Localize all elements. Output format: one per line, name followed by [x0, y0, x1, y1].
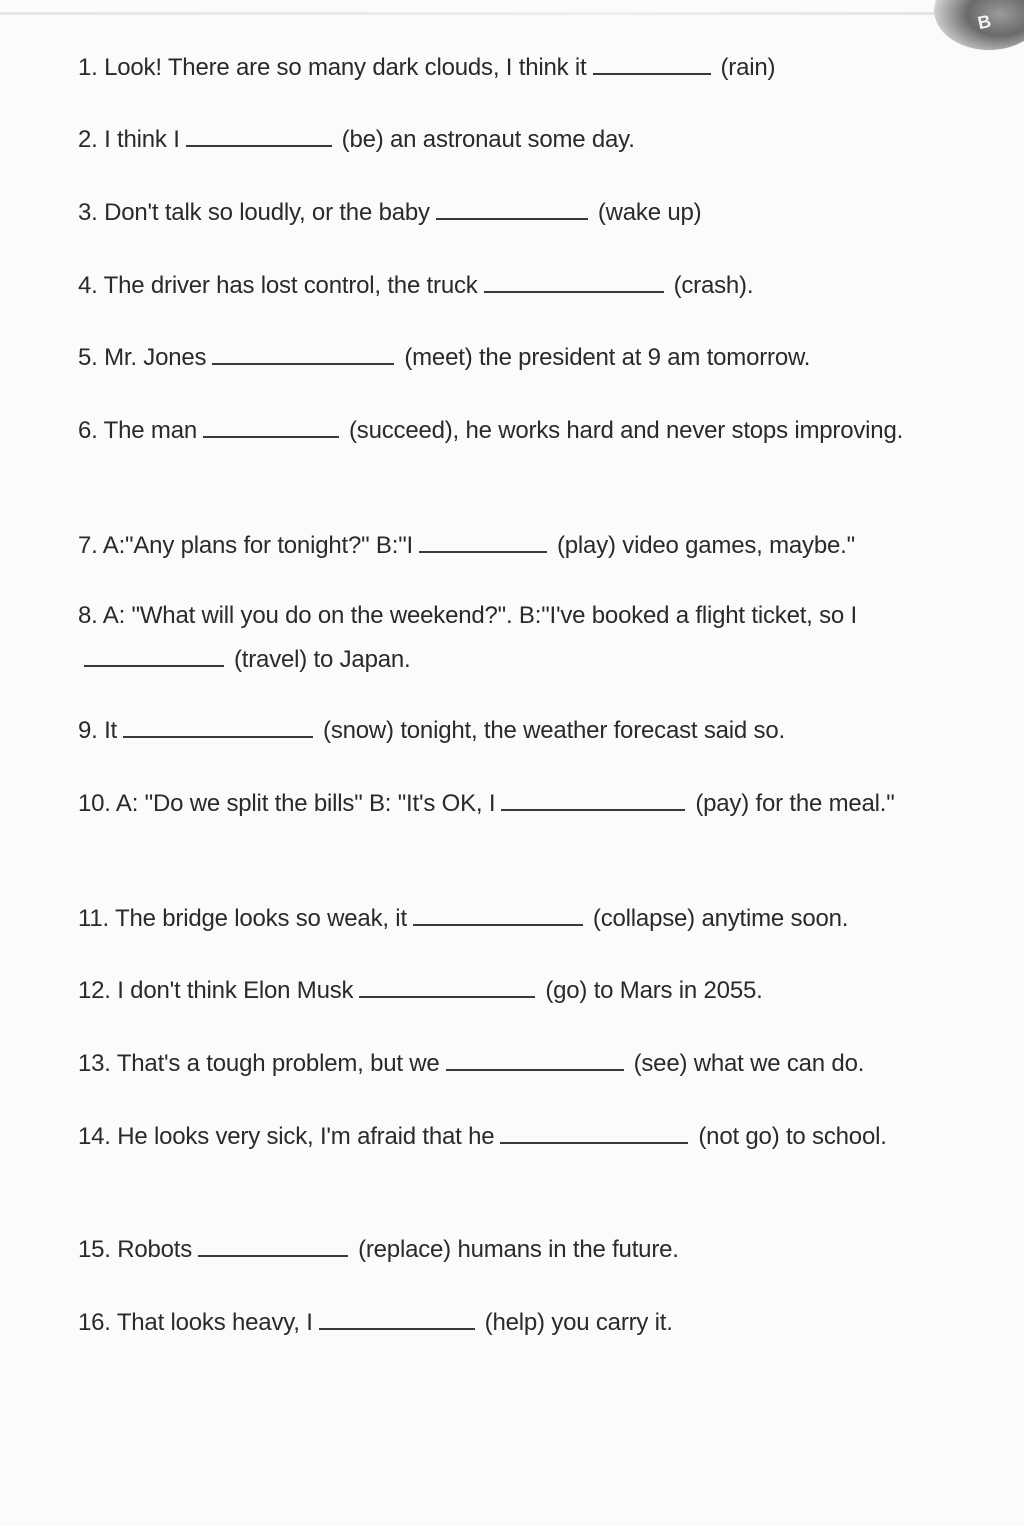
item-text-after: for the meal." [755, 790, 895, 817]
exercise-item-3 [78, 190, 978, 234]
item-number: 15. [78, 1236, 111, 1263]
exercise-item-15 [78, 1227, 978, 1271]
answer-blank[interactable] [484, 263, 664, 293]
answer-blank[interactable] [419, 523, 547, 553]
item-text-before: Look! There are so many dark clouds, I think it [104, 54, 587, 81]
answer-blank[interactable] [413, 896, 583, 926]
item-number: 10. [78, 790, 111, 817]
item-text-before: That's a tough problem, but we [116, 1050, 440, 1077]
item-verb: (rain) [720, 54, 776, 81]
item-number: 5. [78, 344, 98, 371]
item-verb: (not go) [698, 1123, 780, 1150]
item-number: 11. [78, 905, 109, 932]
answer-blank[interactable] [212, 335, 394, 365]
item-text-after: humans in the future. [457, 1236, 679, 1263]
item-text-after: to Mars in 2055. [593, 977, 763, 1004]
item-verb: (meet) [404, 344, 473, 371]
exercise-item-13 [78, 1041, 978, 1085]
exercise-item-1 [78, 45, 978, 89]
exercise-item-11 [78, 896, 978, 940]
item-number: 7. [78, 532, 98, 559]
item-number: 9. [78, 717, 98, 744]
item-number: 8. [78, 602, 98, 629]
exercise-item-2 [78, 117, 978, 161]
exercise-item-4 [78, 263, 978, 307]
item-number: 14. [78, 1123, 111, 1150]
item-number: 12. [78, 977, 111, 1004]
item-verb: (see) [633, 1050, 688, 1077]
item-verb: (replace) [358, 1236, 451, 1263]
exercise-item-5 [78, 335, 978, 379]
item-number: 1. [78, 54, 98, 81]
exercise-item-10 [78, 781, 978, 825]
answer-blank[interactable] [446, 1041, 624, 1071]
item-text-before: The man [103, 417, 197, 444]
item-text-after: anytime soon. [701, 905, 849, 932]
item-text-before: A:"Any plans for tonight?" B:"I [102, 532, 413, 559]
item-text-after: to school. [785, 1123, 887, 1150]
answer-blank[interactable] [198, 1227, 348, 1257]
item-text-before: I think I [104, 126, 180, 153]
item-number: 13. [78, 1050, 111, 1077]
item-text-before: He looks very sick, I'm afraid that he [117, 1123, 495, 1150]
item-verb: (travel) [234, 646, 308, 673]
item-text-before: I don't think Elon Musk [117, 977, 354, 1004]
answer-blank[interactable] [593, 45, 711, 75]
item-verb: (go) [545, 977, 588, 1004]
item-verb: (crash). [673, 272, 754, 299]
item-text-before: Don't talk so loudly, or the baby [104, 199, 430, 226]
exercise-item-7 [78, 523, 978, 567]
answer-blank[interactable] [500, 1114, 688, 1144]
item-text-before: The driver has lost control, the truck [103, 272, 478, 299]
item-verb: (collapse) [592, 905, 695, 932]
answer-blank[interactable] [203, 408, 339, 438]
item-number: 2. [78, 126, 98, 153]
exercise-item-9 [78, 708, 978, 752]
item-text-before: A: "What will you do on the weekend?". B:"I've booked a flight ticket, so I [102, 602, 858, 629]
item-verb: (succeed), [348, 417, 460, 444]
answer-blank[interactable] [186, 117, 332, 147]
answer-blank[interactable] [319, 1300, 475, 1330]
item-number: 16. [78, 1309, 111, 1336]
answer-blank[interactable] [123, 708, 313, 738]
item-verb: (pay) [695, 790, 750, 817]
item-verb: (snow) [323, 717, 394, 744]
exercise-item-14 [78, 1114, 978, 1158]
item-text-after: he works hard and never stops improving. [465, 417, 904, 444]
item-verb: (play) [556, 532, 616, 559]
exercise-item-12 [78, 968, 978, 1012]
answer-blank[interactable] [359, 968, 535, 998]
exercise-item-16 [78, 1300, 978, 1344]
item-text-before: That looks heavy, I [116, 1309, 313, 1336]
answer-blank[interactable] [436, 190, 588, 220]
item-text-after: you carry it. [551, 1309, 673, 1336]
corner-photo [934, 0, 1024, 50]
item-text-after: what we can do. [693, 1050, 865, 1077]
item-text-after: the president at 9 am tomorrow. [478, 344, 811, 371]
item-number: 6. [78, 417, 98, 444]
item-text-after: video games, maybe." [622, 532, 855, 559]
item-text-before: A: "Do we split the bills" B: "It's OK, I [115, 790, 496, 817]
item-verb: (help) [484, 1309, 545, 1336]
exercise-item-8 [78, 595, 978, 681]
exercise-item-6 [78, 408, 978, 452]
item-verb: (wake up) [597, 199, 702, 226]
item-text-before: It [104, 717, 118, 744]
answer-blank[interactable] [84, 637, 224, 667]
item-text-before: Robots [117, 1236, 193, 1263]
item-text-after: to Japan. [313, 646, 411, 673]
answer-blank[interactable] [501, 781, 685, 811]
item-text-after: an astronaut some day. [390, 126, 635, 153]
item-text-after: tonight, the weather forecast said so. [400, 717, 785, 744]
top-rule [0, 12, 1024, 15]
item-number: 4. [78, 272, 98, 299]
item-text-before: The bridge looks so weak, it [115, 905, 407, 932]
corner-mark: B [975, 10, 993, 34]
item-text-before: Mr. Jones [104, 344, 207, 371]
item-verb: (be) [341, 126, 384, 153]
item-number: 3. [78, 199, 98, 226]
